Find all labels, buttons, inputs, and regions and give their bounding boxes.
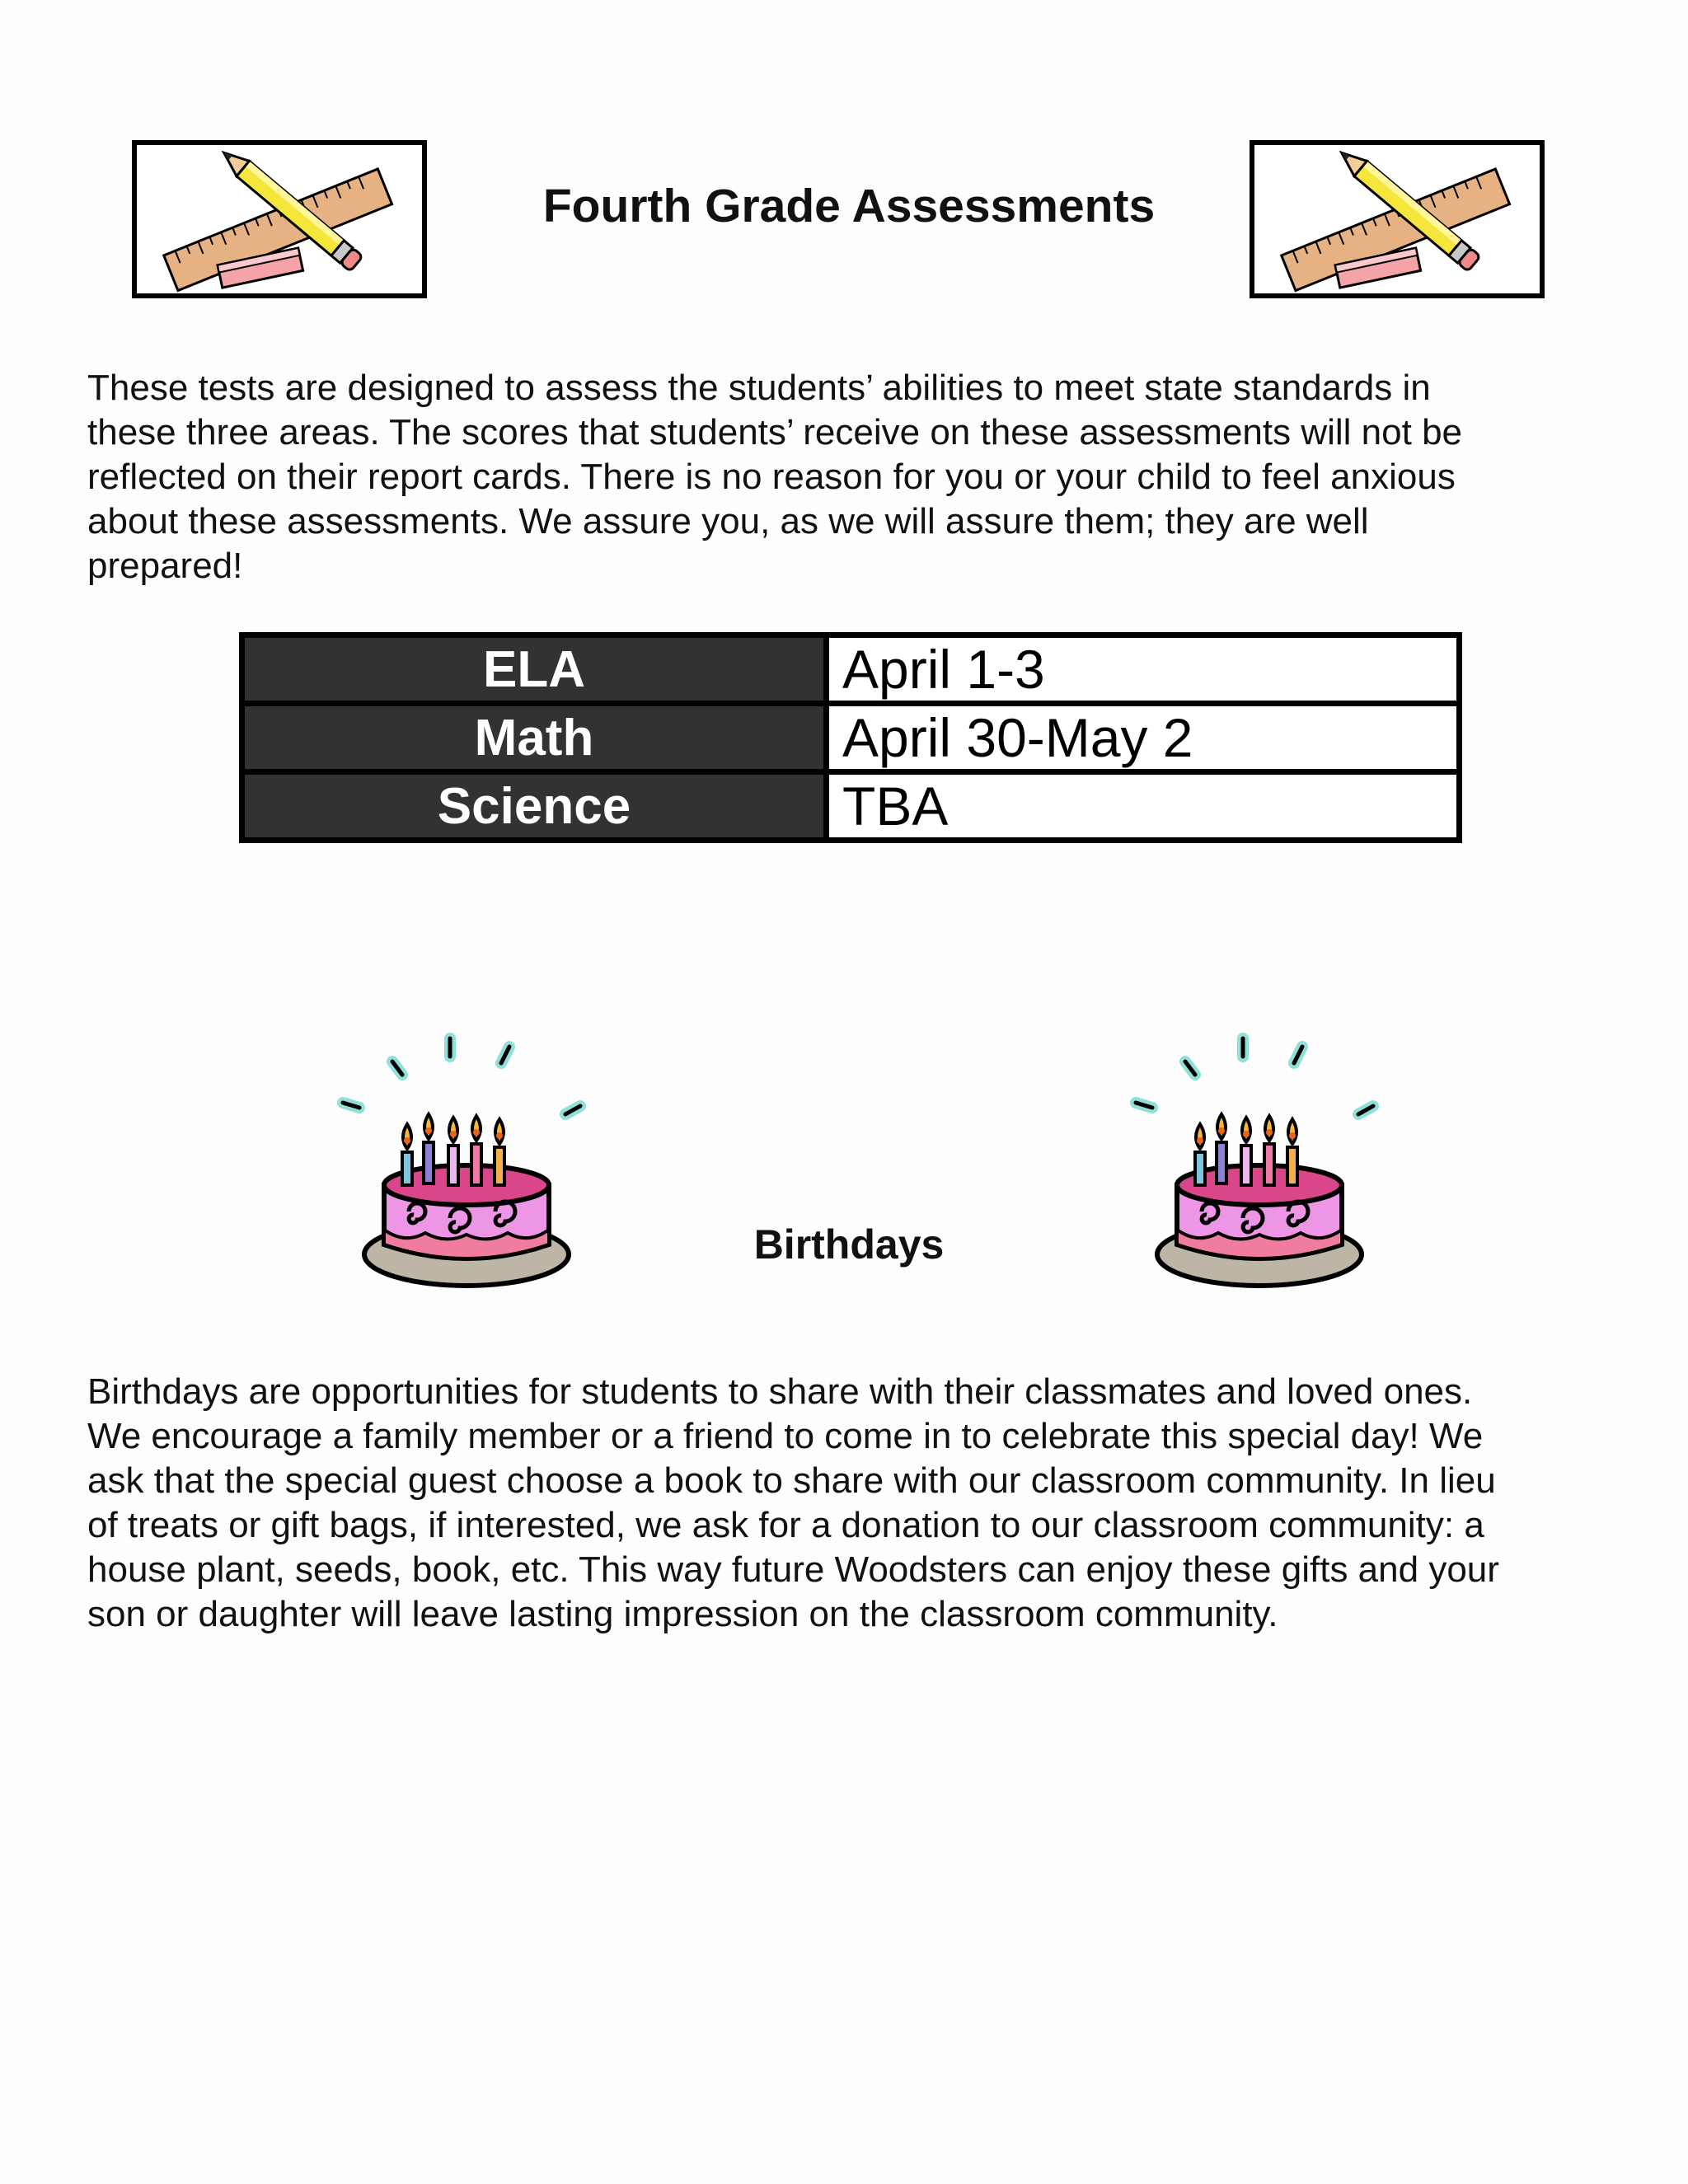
birthday-cake-icon [1119,1029,1400,1301]
ruler-pencil-eraser-icon [1254,145,1540,293]
ruler-pencil-eraser-icon [137,145,422,293]
birthday-cake-clipart-left [326,1029,607,1301]
ruler-pencil-clipart-right [1250,140,1545,298]
assessments-intro-paragraph: These tests are designed to assess the students’ abilities to meet state standards in these three areas. The scores that students’ receive on these assessments will not be reflected on their report cards. There is no reason for you or your child to feel anxious about these assessments. We assure you, as we will assure them; they are well prepared! [87,368,1463,586]
birthdays-paragraph: Birthdays are opportunities for students to share with their classmates and loved ones. We encourage a family member or a friend to come in to celebrate this special day! We ask that the special guest choose a book to share with our classroom community. In lieu of treats or gift bags, if interested, we ask for a donation to our classroom community: a house plant, seeds, book, etc. This way future Woodsters can enjoy these gifts and your son or daughter will leave lasting impression on the classroom community. [87,1371,1499,1634]
assessment-schedule-table [239,632,1462,843]
date-cell: TBA [827,772,1460,841]
ruler-pencil-clipart-left [132,140,427,298]
table-row [242,704,1460,772]
subject-cell: ELA [242,635,827,704]
date-cell: April 1-3 [827,635,1460,704]
table-row [242,635,1460,704]
birthday-cake-icon [326,1029,607,1301]
subject-cell: Math [242,704,827,772]
page-title: Fourth Grade Assessments [542,180,1156,232]
date-cell: April 30-May 2 [827,704,1460,772]
birthdays-heading: Birthdays [753,1221,945,1268]
birthday-cake-clipart-right [1119,1029,1400,1301]
table-row [242,772,1460,841]
subject-cell: Science [242,772,827,841]
